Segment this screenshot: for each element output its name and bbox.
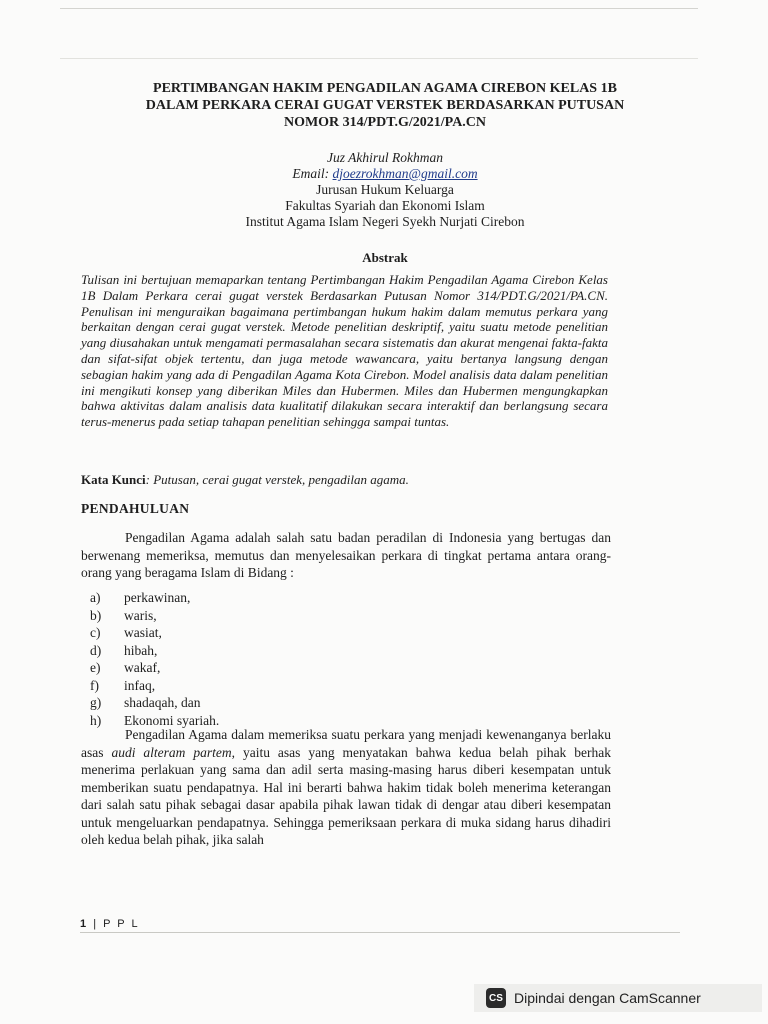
keywords-value: : Putusan, cerai gugat verstek, pengadilan agama. xyxy=(145,472,409,487)
author-block xyxy=(60,150,710,230)
camscanner-watermark xyxy=(474,984,762,1012)
list-item: a) perkawinan, xyxy=(90,590,191,605)
author-department: Jurusan Hukum Keluarga xyxy=(316,182,454,197)
camscanner-logo-icon: CS xyxy=(486,988,506,1008)
intro-paragraph xyxy=(81,529,611,582)
author-email-line xyxy=(60,166,710,182)
list-item: d) hibah, xyxy=(90,642,158,658)
list-item: g) shadaqah, dan xyxy=(90,695,201,710)
section-heading: PENDAHULUAN xyxy=(81,501,190,516)
scan-edge-line xyxy=(60,58,698,59)
footer-divider xyxy=(80,932,680,933)
latin-term: audi alteram partem xyxy=(111,744,232,760)
jurisdiction-list xyxy=(90,589,219,729)
page-footer xyxy=(80,918,140,930)
author-faculty: Fakultas Syariah dan Ekonomi Islam xyxy=(285,198,485,213)
footer-label: | P P L xyxy=(93,918,140,930)
paper-title xyxy=(60,80,710,131)
author-email-link[interactable]: djoezrokhman@gmail.com xyxy=(332,166,478,181)
email-label: Email: xyxy=(292,166,330,181)
list-item: b) waris, xyxy=(90,607,157,623)
abstract-heading: Abstrak xyxy=(362,250,408,265)
list-item: e) wakaf, xyxy=(90,660,161,675)
title-line: NOMOR 314/PDT.G/2021/PA.CN xyxy=(283,115,487,130)
abstract-text: Tulisan ini bertujuan memaparkan tentang Pertimbangan Hakim Pengadilan Agama Cirebon Kelas 1B Dalam Perkara cerai gugat verstek Berdasarkan Putusan Nomor 314/PDT.G/2021/PA.CN. Penulisan ini menguraikan bagaimana pertimbangan hukum hakim dalam memutus perkara yang berkaitan dengan cerai gugat verstek. Metode penelitian deskriptif, yaitu suatu metode penelitian yang diusahakan untuk mengamati permasalahan secara sistematis dan akurat mengenai fakta-fakta dan sifat-sifat objek tertentu, dan juga metode wawancara, yaitu bertanya langsung dengan sebagian hakim yang ada di Pengadilan Agama Kota Cirebon. Model analisis data dalam penelitian ini mengikuti konsep yang diberikan Miles dan Hubermen. Miles dan Hubermen mengungkapkan bahwa aktivitas dalam analisis data kualitatif dilakukan secara interaktif dan berlangsung secara terus-menerus pada setiap tahapan penelitian sehingga sampai tuntas. xyxy=(81,272,608,430)
keywords-label: Kata Kunci xyxy=(81,472,146,487)
list-item: h) Ekonomi syariah. xyxy=(90,712,220,728)
keywords-line xyxy=(81,472,641,488)
author-institute: Institut Agama Islam Negeri Syekh Nurjati Cirebon xyxy=(245,214,525,229)
principle-paragraph: Pengadilan Agama dalam memeriksa suatu perkara yang menjadi kewenanganya berlaku asas audi alteram partem, yaitu asas yang menyatakan bahwa kedua belah pihak berhak menerima perlakuan yang sama dan adil serta masing-masing harus diberi kesempatan untuk memberikan suatu pendapatnya. Hal ini berarti bahwa hakim tidak boleh menerima keterangan dari salah satu pihak sebagai dasar apabila pihak lawan tidak di dengar atau diberi kesempatan untuk mengeluarkan pendapatnya. Sehingga pemeriksaan perkara di muka sidang harus dihadiri oleh kedua belah pihak, jika salah xyxy=(81,727,611,847)
intro-paragraph-text: Pengadilan Agama adalah salah satu badan peradilan di Indonesia yang bertugas dan berwenang memeriksa, memutus dan menyelesaikan perkara di tingkat pertama antara orang-orang yang beragama Islam di Bidang : xyxy=(81,530,611,580)
scan-edge-line xyxy=(60,8,698,9)
list-item: c) wasiat, xyxy=(90,625,162,640)
title-line: DALAM PERKARA CERAI GUGAT VERSTEK BERDASARKAN PUTUSAN xyxy=(145,98,625,113)
author-name: Juz Akhirul Rokhman xyxy=(327,150,443,165)
title-line: PERTIMBANGAN HAKIM PENGADILAN AGAMA CIREBON KELAS 1B xyxy=(153,81,617,96)
list-item: f) infaq, xyxy=(90,677,156,693)
camscanner-text: Dipindai dengan CamScanner xyxy=(514,990,701,1006)
page-number: 1 xyxy=(80,918,89,930)
